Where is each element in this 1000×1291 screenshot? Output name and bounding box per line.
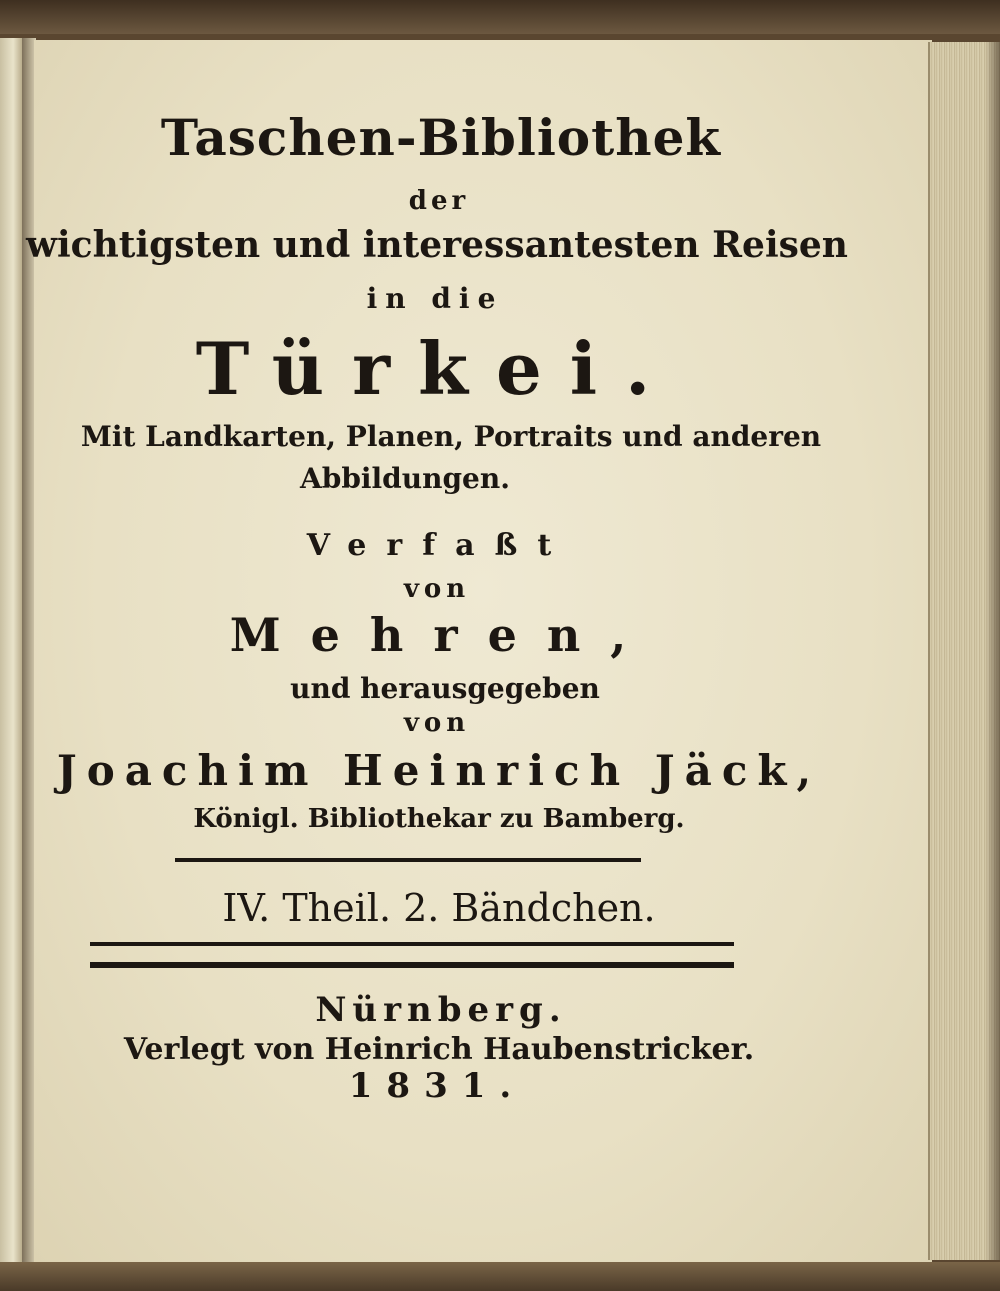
editor-name: Joachim Heinrich Jäck, (56, 746, 822, 795)
publisher: Verlegt von Heinrich Haubenstricker. (123, 1032, 755, 1067)
illustrations-line-2: Abbildungen. (300, 462, 510, 495)
divider-rule (175, 858, 641, 862)
title-in-die: in die (366, 282, 504, 315)
edited-label: und herausgegeben (290, 672, 600, 705)
book-cover-bottom (0, 1262, 1000, 1291)
editor-title: Königl. Bibliothekar zu Bamberg. (193, 804, 685, 834)
double-rule-bottom (90, 962, 734, 968)
authors: Mehren, (229, 608, 657, 662)
book-subtitle: wichtigsten und interessantesten Reisen (26, 224, 848, 266)
volume-label: IV. Theil. 2. Bändchen. (222, 886, 656, 930)
double-rule-top (90, 942, 734, 946)
publication-place: Nürnberg. (315, 990, 567, 1030)
title-article: der (408, 186, 470, 216)
illustrations-line-1: Mit Landkarten, Planen, Portraits und anderen (80, 420, 822, 453)
book-cover-top (0, 0, 1000, 34)
publication-year: 1831. (348, 1066, 526, 1106)
authored-label: Verfaßt (306, 528, 572, 563)
book-title: Taschen-Bibliothek (160, 108, 722, 167)
page-edges-shadow (985, 42, 1000, 1260)
von-label-1: von (403, 574, 471, 604)
von-label-2: von (403, 708, 471, 738)
country-title: Türkei. (195, 326, 679, 411)
